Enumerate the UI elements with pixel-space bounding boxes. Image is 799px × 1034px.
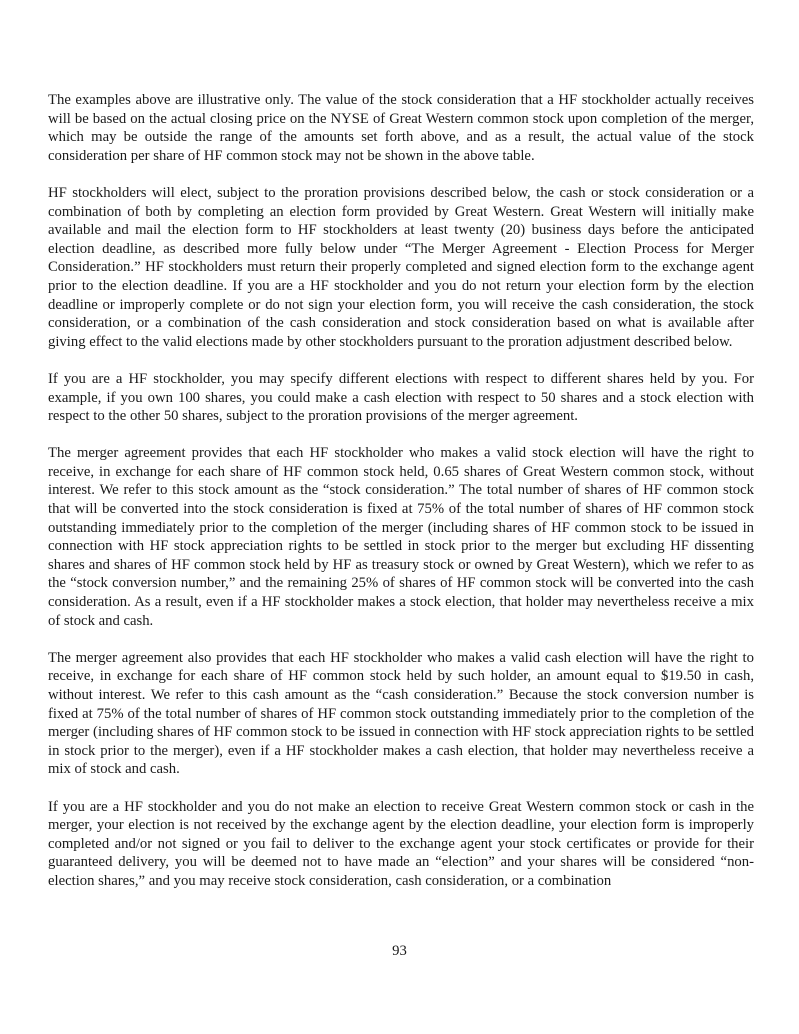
paragraph-election-process: HF stockholders will elect, subject to the proration provisions described below, the cash or stock consideration or a combination of both by completing an election form provided by Great Western. Great Western will initially make available and mail the election form to HF stockholders at least twenty (20) business days before the anticipated election deadline, as described more fully below under “The Merger Agreement - Election Process for Merger Consideration.” HF stockholders must return their properly completed and signed election form to the exchange agent prior to the election deadline. If you are a HF stockholder and you do not return your election form by the election deadline or improperly complete or do not sign your election form, you will receive the cash consideration, the stock consideration, or a combination of the cash consideration and stock consideration based on what is available after giving effect to the valid elections made by other stockholders pursuant to the proration adjustment described below. (48, 184, 754, 350)
paragraph-illustrative-examples: The examples above are illustrative only. The value of the stock consideration that a HF stockholder actually receives will be based on the actual closing price on the NYSE of Great Western common stock upon completion of the merger, which may be outside the range of the amounts set forth above, and as a result, the actual value of the stock consideration per share of HF common stock may not be shown in the above table. (48, 92, 754, 164)
page-number: 93 (392, 943, 407, 959)
paragraph-different-elections: If you are a HF stockholder, you may specify different elections with respect to different shares held by you. For example, if you own 100 shares, you could make a cash election with respect to 50 shares and a stock election with respect to the other 50 shares, subject to the proration provisions of the merger agreement. (48, 370, 754, 425)
paragraph-non-election-shares: If you are a HF stockholder and you do not make an election to receive Great Western common stock or cash in the merger, your election is not received by the exchange agent by the election deadline, your election form is improperly completed and/or not signed or you fail to deliver to the exchange agent your stock certificates or provide for their guaranteed delivery, you will be deemed not to have made an “election” and your shares will be considered “non-election shares,” and you may receive stock consideration, cash consideration, or a combination (48, 798, 754, 889)
paragraph-stock-consideration: The merger agreement provides that each HF stockholder who makes a valid stock election will have the right to receive, in exchange for each share of HF common stock held, 0.65 shares of Great Western common stock, without interest. We refer to this stock amount as the “stock consideration.” The total number of shares of HF common stock that will be converted into the stock consideration is fixed at 75% of the total number of shares of HF common stock outstanding immediately prior to the completion of the merger (including shares of HF common stock to be issued in connection with HF stock appreciation rights to be settled in stock prior to the merger but excluding HF dissenting shares and shares of HF common stock held by HF as treasury stock or owned by Great Western), which we refer to as the “stock conversion number,” and the remaining 25% of shares of HF common stock will be converted into the cash consideration. As a result, even if a HF stockholder makes a stock election, that holder may nevertheless receive a mix of stock and cash. (48, 445, 754, 629)
document-body (48, 91, 754, 909)
paragraph-cash-consideration: The merger agreement also provides that each HF stockholder who makes a valid cash election will have the right to receive, in exchange for each share of HF common stock held by such holder, an amount equal to $19.50 in cash, without interest. We refer to this cash amount as the “cash consideration.” Because the stock conversion number is fixed at 75% of the total number of shares of HF common stock outstanding immediately prior to the completion of the merger (including shares of HF common stock to be issued in connection with HF stock appreciation rights to be settled in stock prior to the merger), even if a HF stockholder makes a cash election, that holder may nevertheless receive a mix of stock and cash. (48, 649, 754, 778)
